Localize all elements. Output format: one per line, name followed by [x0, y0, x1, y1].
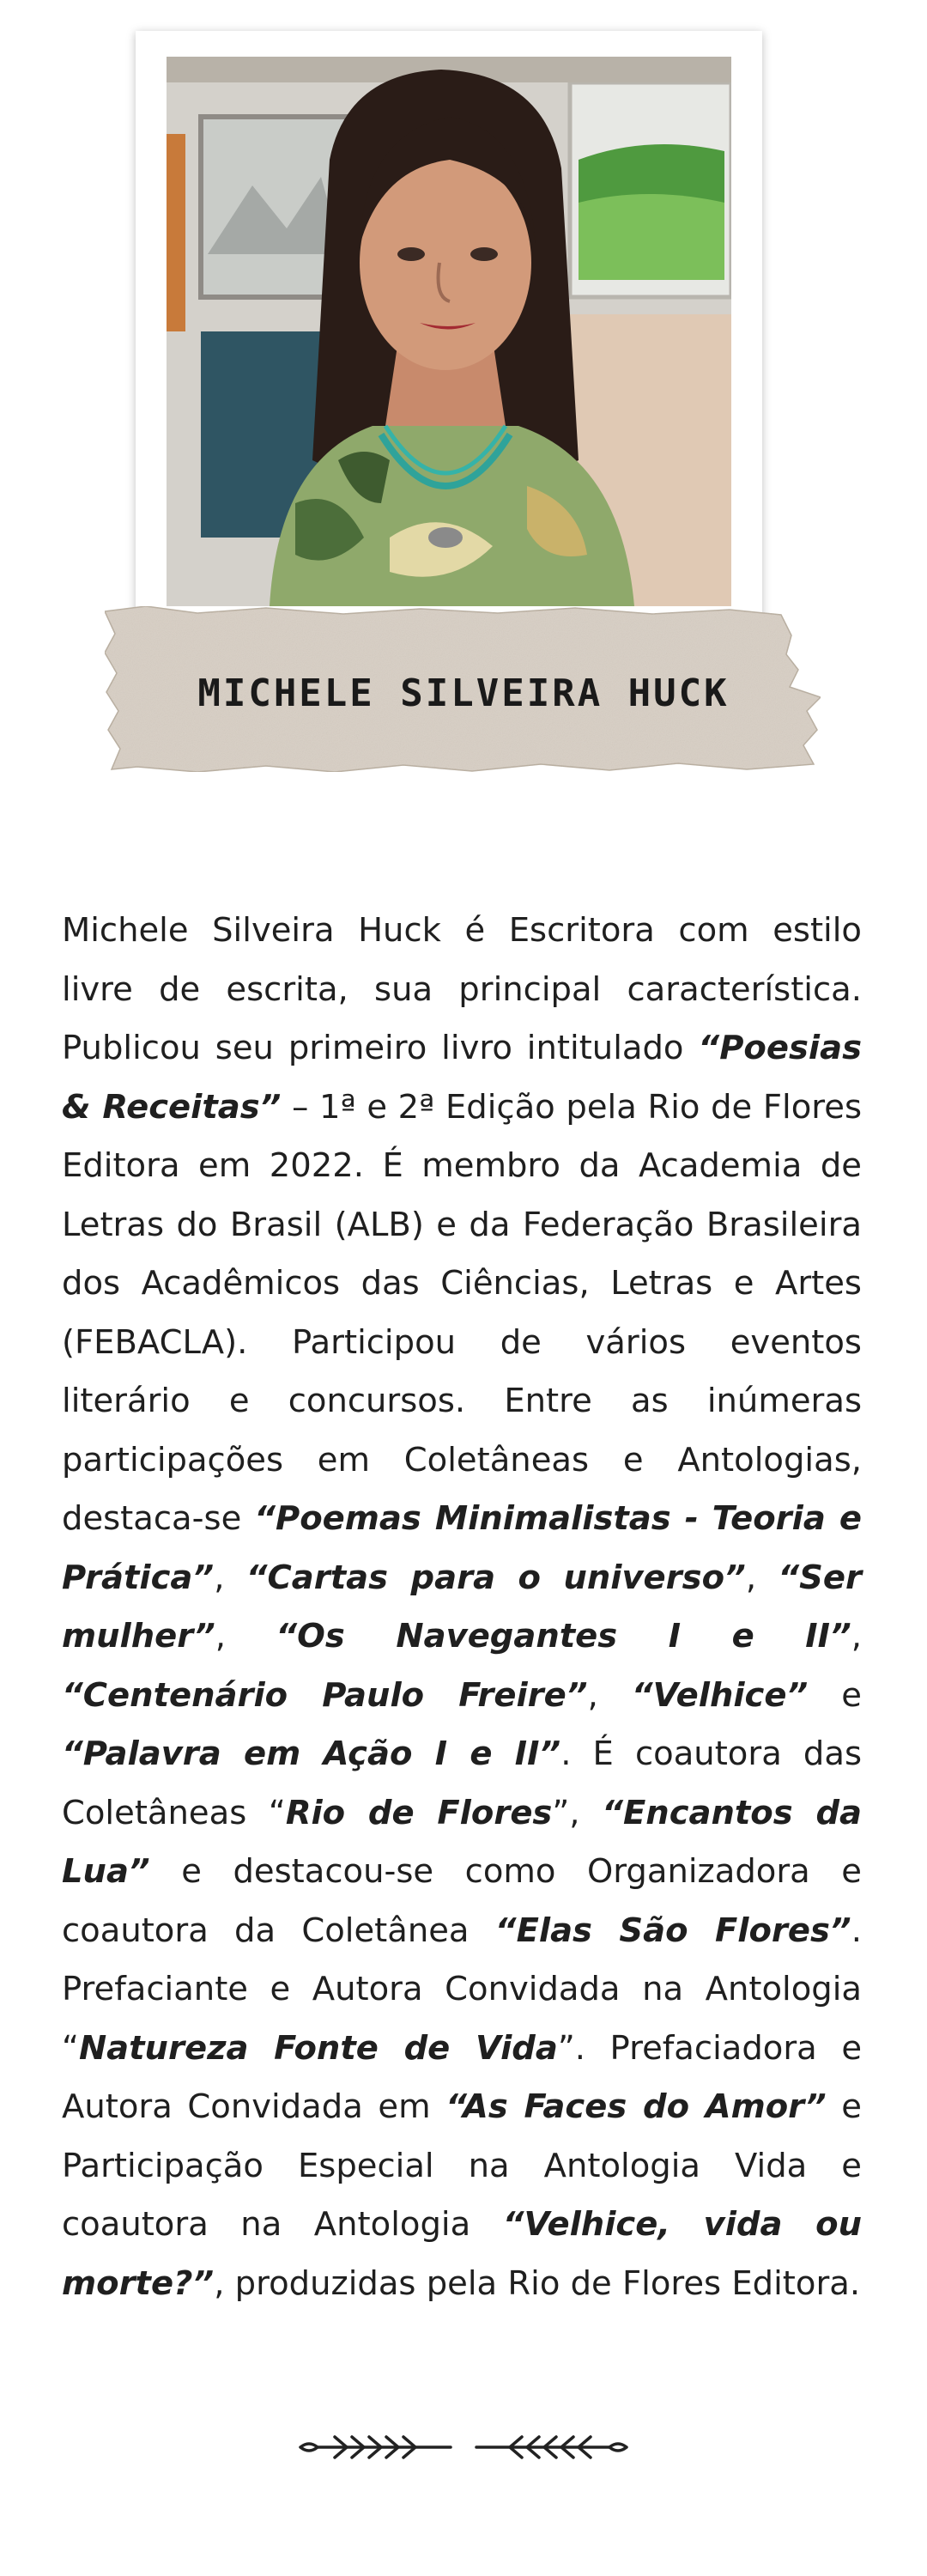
bio-title-emphasis: “Centenário Paulo Freire”	[62, 1675, 588, 1715]
bio-title-emphasis: “As Faces do Amor”	[445, 2087, 827, 2126]
bio-title-emphasis: “Poesias & Receitas”	[62, 1029, 862, 1127]
bio-text: e destacou-se como Organizadora e coautora da Coletânea	[62, 1852, 862, 1950]
author-name: MICHELE SILVEIRA HUCK	[197, 671, 730, 715]
bio-title-emphasis: “Encantos da Lua”	[62, 1793, 863, 1891]
bio-title-emphasis: Natureza Fonte de Vida	[78, 2028, 558, 2068]
bio-title-emphasis: “Cartas para o universo”	[245, 1558, 746, 1597]
bio-title-emphasis: “Velhice, vida ou morte?”	[62, 2205, 862, 2303]
bio-text: . Prefaciante e Autora Convidada na Antologia “	[62, 1911, 862, 2068]
bio-title-emphasis: “Ser mulher”	[62, 1558, 862, 1656]
bio-title-emphasis: “Velhice”	[631, 1675, 809, 1715]
bio-text: Michele Silveira Huck é Escritora com estilo livre de escrita, sua principal característica. Publicou seu primeiro livro intitulado	[62, 911, 862, 1067]
bio-text: ”. Prefaciadora e Autora Convidada em	[62, 2028, 863, 2126]
bio-text: e	[808, 1675, 862, 1715]
photo-frame	[136, 31, 762, 627]
portrait-photo-icon	[167, 57, 731, 606]
arrow-flourish-divider-icon	[292, 2421, 635, 2473]
bio-title-emphasis: Rio de Flores	[285, 1793, 553, 1832]
bio-title-emphasis: “Palavra em Ação I e II”	[62, 1735, 561, 1773]
author-photo	[167, 57, 731, 606]
bio-text: ,	[745, 1558, 779, 1597]
bio-text: , produzidas pela Rio de Flores Editora.	[214, 2263, 861, 2303]
bio-text: ,	[215, 1617, 276, 1656]
bio-text: e Participação Especial na Antologia Vida e coautora na Antologia	[62, 2087, 862, 2244]
bio-text: . É coautora das Coletâneas “	[62, 1735, 862, 1832]
bio-title-emphasis: “Elas São Flores”	[494, 1911, 851, 1950]
bio-text: ,	[214, 1558, 246, 1597]
name-label-tape	[94, 601, 833, 786]
author-biography	[62, 902, 862, 2313]
bio-text: ,	[851, 1617, 862, 1656]
bio-text: ”,	[552, 1793, 603, 1832]
bio-text: – 1ª e 2ª Edição pela Rio de Flores Editora em 2022. É membro da Academia de Letras do Brasil (ALB) e da Federação Brasileira dos Acadêmicos das Ciências, Letras e Artes (FEBACLA). Participou de vários eventos literário e concursos. Entre as inúmeras participações em Coletâneas e Antologias, destaca-se	[62, 1087, 863, 1538]
bio-title-emphasis: “Os Navegantes I e II”	[276, 1617, 851, 1656]
bio-text: ,	[587, 1675, 632, 1715]
bio-title-emphasis: “Poemas Minimalistas - Teoria e Prática”	[62, 1499, 862, 1597]
